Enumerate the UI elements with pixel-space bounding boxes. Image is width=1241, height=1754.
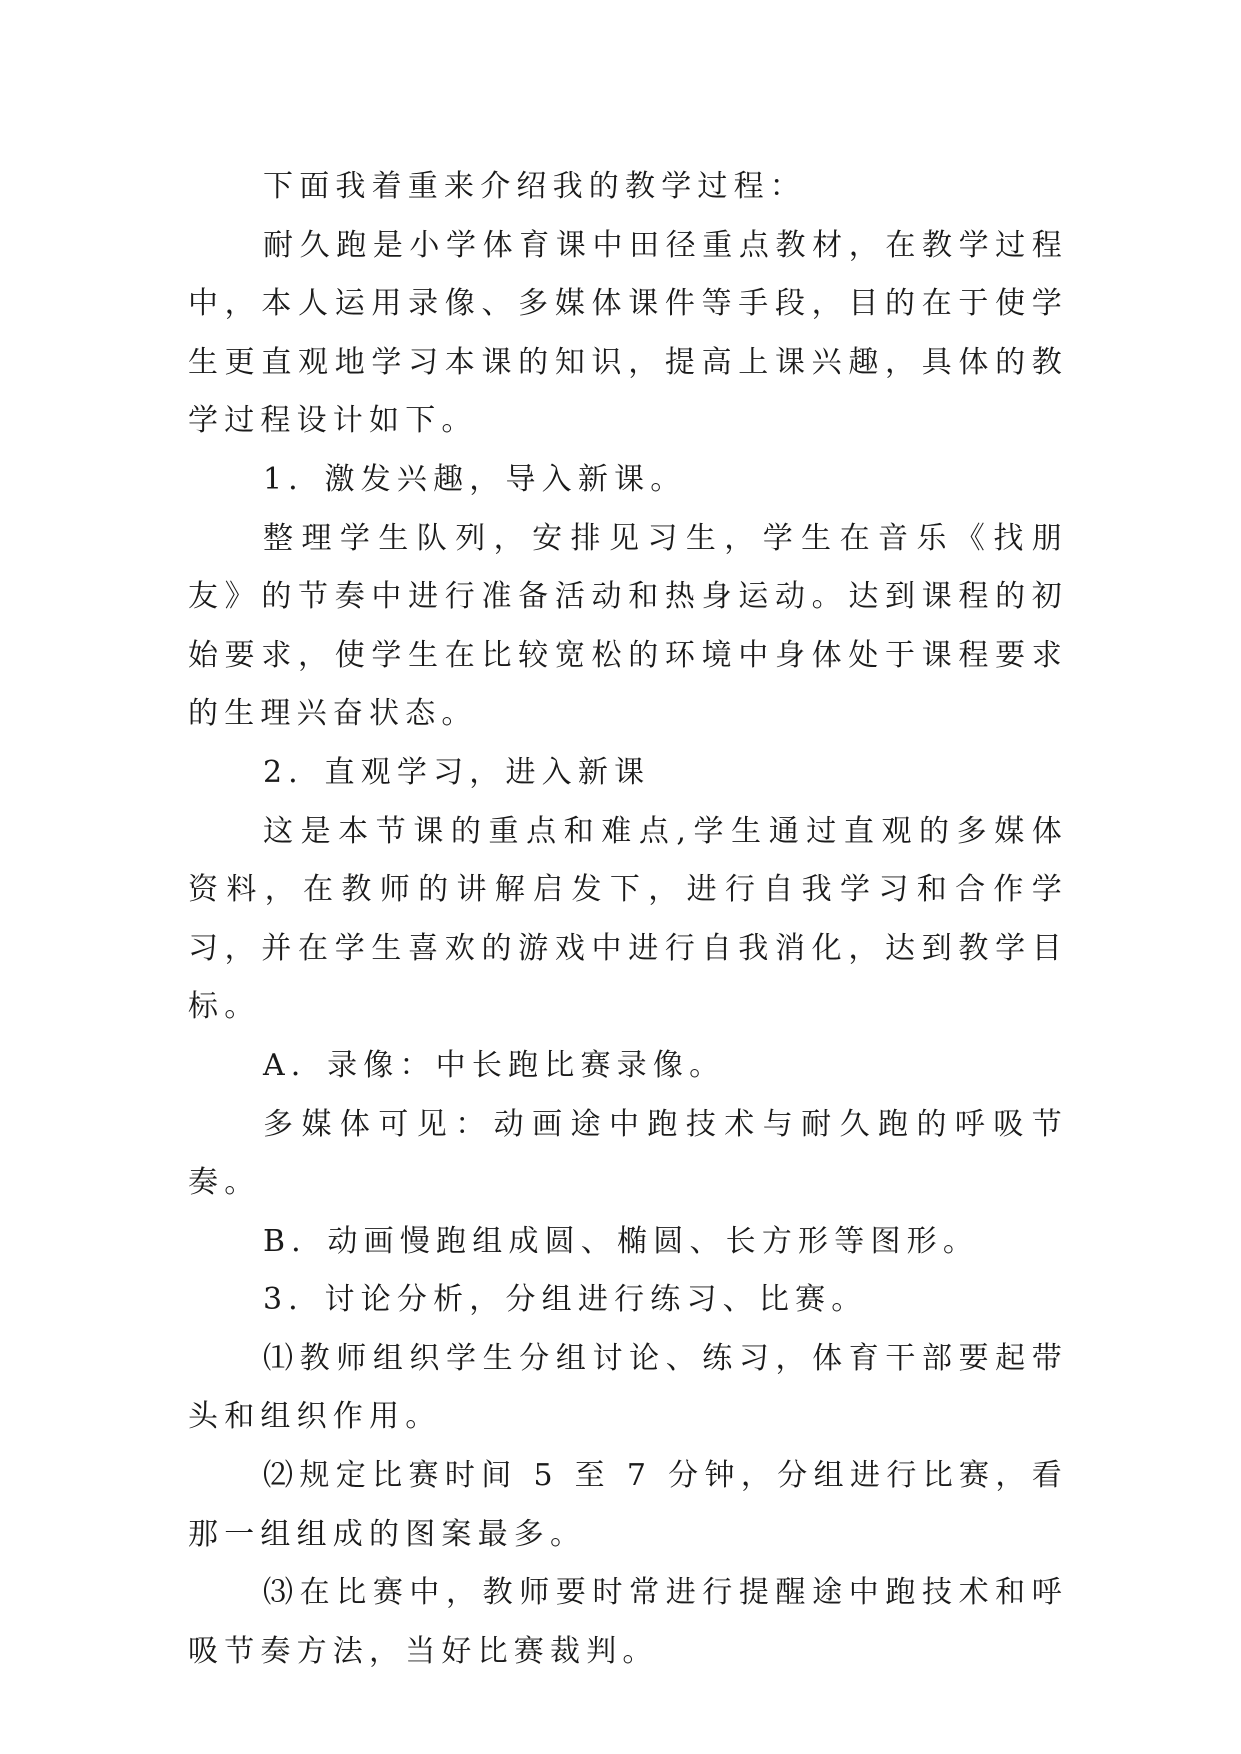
heading-step-2: 2．直观学习，进入新课 xyxy=(263,754,651,790)
document-body xyxy=(188,158,1068,1681)
list-item-3: ⑶在比赛中，教师要时常进行提醒途中跑技术和呼吸节奏方法，当好比赛裁判。 xyxy=(188,1575,1068,1669)
item-a-video: A．录像：中长跑比赛录像。 xyxy=(263,1047,726,1083)
list-item-2: ⑵规定比赛时间 5 至 7 分钟，分组进行比赛，看那一组组成的图案最多。 xyxy=(188,1458,1068,1552)
paragraph-intro: 下面我着重来介绍我的教学过程： xyxy=(263,169,806,204)
paragraph-warmup: 整理学生队列，安排见习生，学生在音乐《找朋友》的节奏中进行准备活动和热身运动。达到课程的初始要求，使学生在比较宽松的环境中身体处于课程要求的生理兴奋状态。 xyxy=(188,520,1068,732)
paragraph-endurance-run: 耐久跑是小学体育课中田径重点教材，在教学过程中，本人运用录像、多媒体课件等手段，目的在于使学生更直观地学习本课的知识，提高上课兴趣，具体的教学过程设计如下。 xyxy=(188,227,1068,439)
paragraph-multimedia: 多媒体可见：动画途中跑技术与耐久跑的呼吸节奏。 xyxy=(188,1106,1068,1201)
paragraph-key-point: 这是本节课的重点和难点,学生通过直观的多媒体资料，在教师的讲解启发下，进行自我学习和合作学习，并在学生喜欢的游戏中进行自我消化，达到教学目标。 xyxy=(188,813,1068,1025)
item-b-animation: B．动画慢跑组成圆、椭圆、长方形等图形。 xyxy=(263,1223,980,1259)
heading-step-1: 1．激发兴趣，导入新课。 xyxy=(263,461,687,497)
list-item-1: ⑴教师组织学生分组讨论、练习，体育干部要起带头和组织作用。 xyxy=(188,1340,1068,1435)
heading-step-3: 3．讨论分析，分组进行练习、比赛。 xyxy=(263,1282,868,1318)
